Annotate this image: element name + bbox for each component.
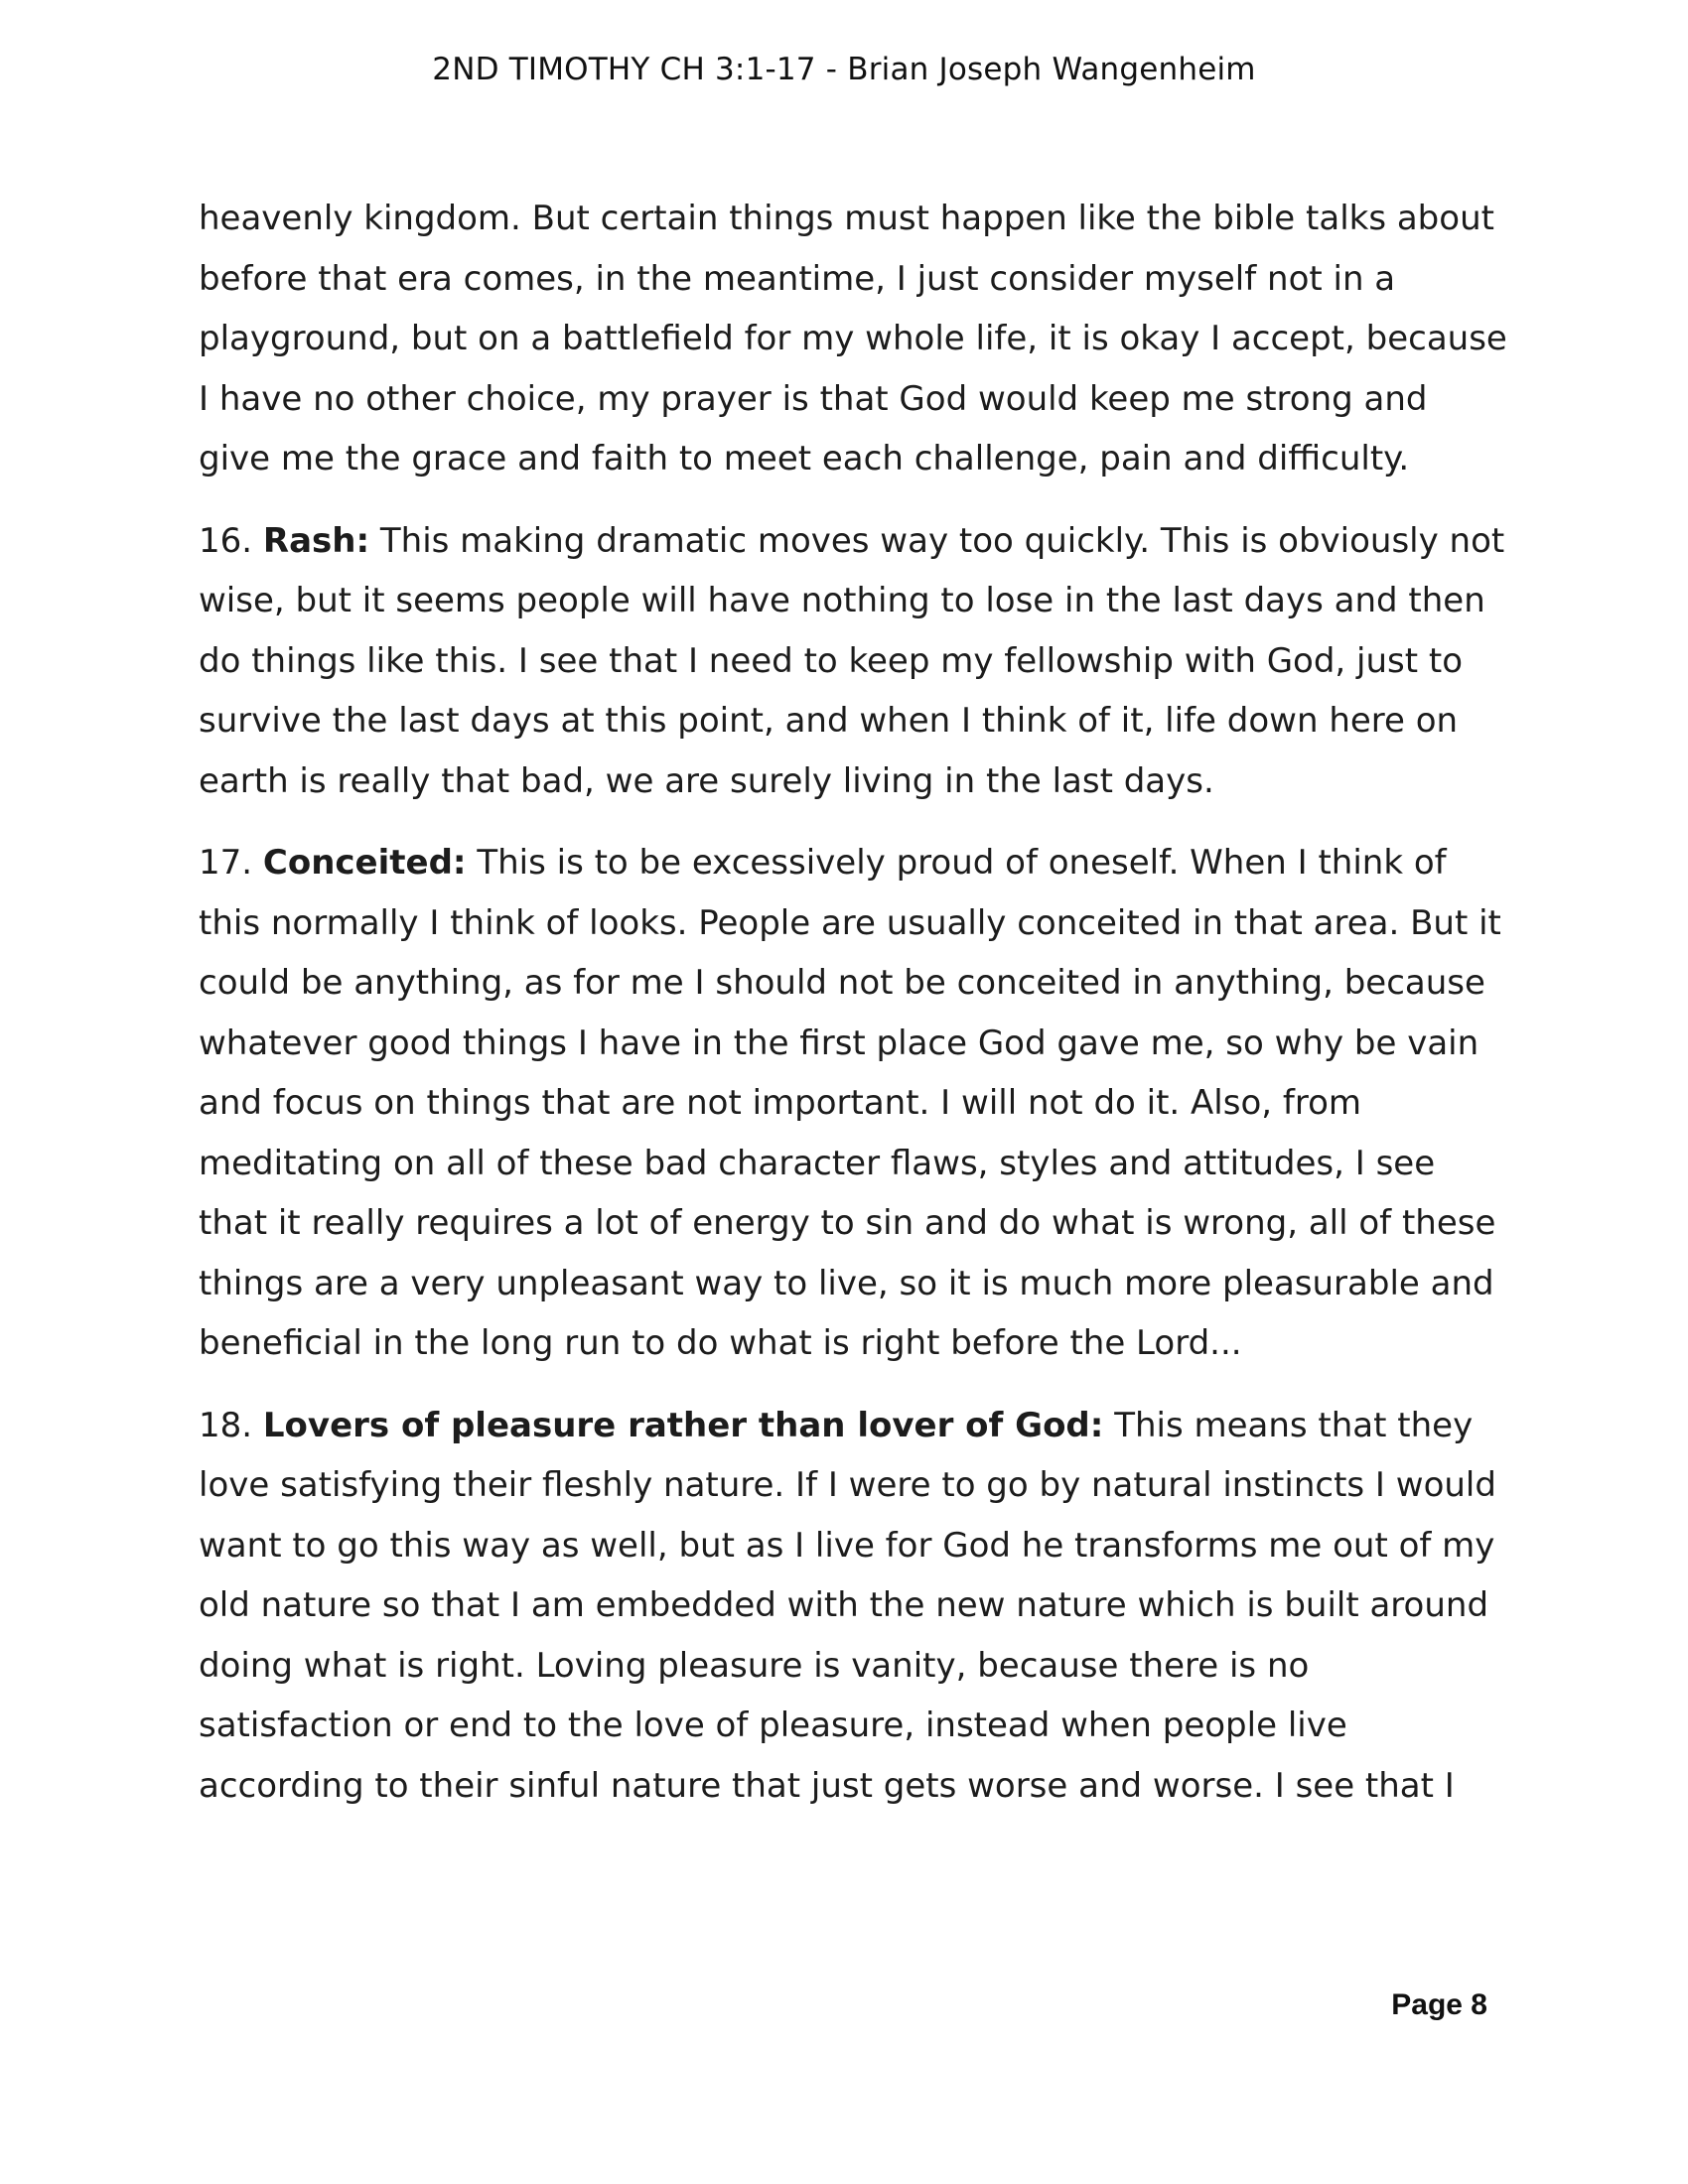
item-number: 16. (199, 520, 253, 561)
item-term: Conceited: (262, 843, 467, 883)
item-text: This making dramatic moves way too quickly. This is obviously not wise, but it seems people will have nothing to lose in the last days and then do things like this. I see that I need to keep my fellowship with God, just to survive the last days at this point, and when I think of it, life down here on earth is really that bad, we are surely living in the last days. (199, 520, 1505, 801)
list-item-18 (199, 1396, 1509, 1817)
item-text: This means that they love satisfying their fleshly nature. If I were to go by natural instincts I would want to go this way as well, but as I live for God he transforms me out of my old nature so that I am embedded with the new nature which is built around doing what is right. Loving pleasure is vanity, because there is no satisfaction or end to the love of pleasure, instead when people live according to their sinful nature that just gets worse and worse. I see that I (199, 1405, 1496, 1806)
page-header: 2ND TIMOTHY CH 3:1-17 - Brian Joseph Wangenheim (432, 52, 1256, 87)
item-number: 17. (199, 843, 253, 883)
item-text: This is to be excessively proud of oneself. When I think of this normally I think of looks. People are usually conceited in that area. But it could be anything, as for me I should not be conceited in anything, because whatever good things I have in the first place God gave me, so why be vain and focus on things that are not important. I will not do it. Also, from meditating on all of these bad character flaws, styles and attitudes, I see that it really requires a lot of energy to sin and do what is wrong, all of these things are a very unpleasant way to live, so it is much more pleasurable and beneficial in the long run to do what is right before the Lord... (199, 843, 1501, 1363)
page-number: Page 8 (1391, 1988, 1487, 2021)
list-item-16 (199, 511, 1509, 812)
item-number: 18. (199, 1405, 253, 1445)
intro-paragraph: heavenly kingdom. But certain things must happen like the bible talks about before that era comes, in the meantime, I just consider myself not in a playground, but on a battlefield for my whole life, it is okay I accept, because I have no other choice, my prayer is that God would keep me strong and give me the grace and faith to meet each challenge, pain and difficulty. (199, 199, 1507, 478)
document-body (199, 189, 1509, 1838)
list-item-17 (199, 833, 1509, 1374)
item-term: Rash: (262, 520, 370, 561)
item-term: Lovers of pleasure rather than lover of God: (262, 1405, 1104, 1445)
